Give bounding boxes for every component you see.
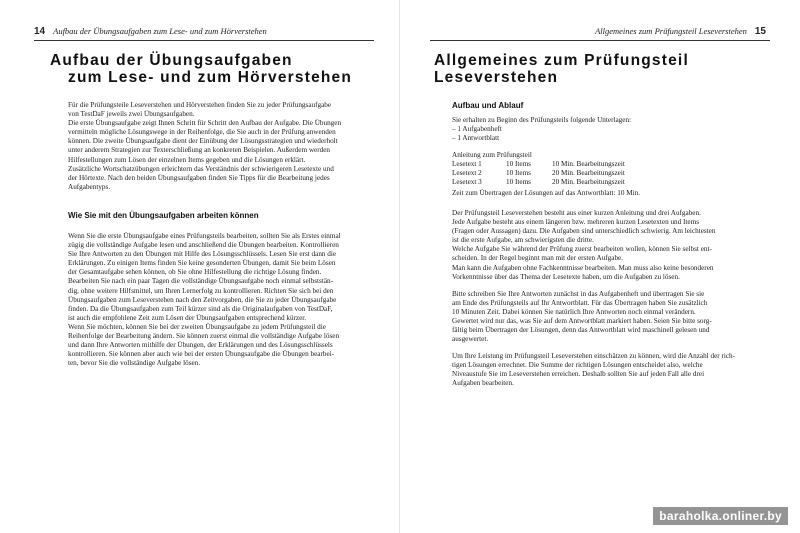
body-line: kontrollieren. Sie können aber auch wie bei der ersten Übungsaufgabe die Übungen bearbei- [68,350,335,359]
materials-intro: Sie erhalten zu Beginn des Prüfungsteils folgende Unterlagen: [452,116,632,124]
schedule-text: Lesetext 1 [452,160,482,168]
right-paragraph-1 [452,209,772,282]
body-line: Um Ihre Leistung im Prüfungsteil Leseverstehen einschätzen zu können, wird die Anzahl der rich- [452,352,736,360]
body-line: Reihenfolge der Bearbeitung ändern. Sie können zuerst einmal die vollständige Aufgabe lösen [68,332,340,341]
right-page-title [434,52,689,86]
body-line: Vorkenntnisse über das Thema der Lesetexte haben, um die Aufgaben zu lösen. [452,272,680,281]
left-intro [68,101,386,192]
schedule-table [452,160,672,187]
schedule-text: Lesetext 2 [452,169,482,178]
body-line: Erklärungen. Zu einigen Items finden Sie keine gesonderten Übungen, damit Sie beim Lösen [68,259,336,268]
left-running-head-text: Aufbau der Übungsaufgaben zum Lese- und zum Hörverstehen [53,26,267,36]
intro-line: Die erste Übungsaufgabe zeigt Ihnen Schritt für Schritt den Aufbau der Aufgabe. Die Übungen [68,119,342,128]
body-line: ist auch die empfohlene Zeit zum Lösen der Übungsaufgaben entsprechend kürzer. [68,313,307,322]
body-line: Aufgaben bearbeiten. [452,379,514,388]
intro-line: von TestDaF jeweils zwei Übungsaufgaben. [68,110,195,119]
schedule-time: 20 Min. Bearbeitungszeit [552,169,625,178]
body-line: Man kann die Aufgaben ohne Fachkenntnisse bearbeiten. Man muss also keine besonderen [452,263,714,272]
body-line: scheiden. In der Regel beginnt man mit der ersten Aufgabe. [452,254,624,263]
right-running-head-text: Allgemeines zum Prüfungsteil Leseverstehen [595,26,747,36]
body-line: ten, bevor Sie die vollständige Aufgabe lösen. [68,359,201,368]
materials-block [452,116,772,143]
right-paragraph-3 [452,352,772,388]
intro-line: vermitteln mögliche Lösungswege in der Reihenfolge, die Sie auch in der Prüfung anwenden [68,128,336,137]
transfer-time: Zeit zum Übertragen der Lösungen auf das Antwortblatt: 10 Min. [452,189,641,197]
left-title-line-2: zum Lese- und zum Hörverstehen [68,69,353,86]
body-line: (Fragen oder Aussagen) dazu. Die Aufgaben sind unterschiedlich schwierig. Am leichtesten [452,227,716,236]
body-line: Bitte schreiben Sie Ihre Antworten zunächst in das Aufgabenheft und übertragen Sie sie [452,290,705,298]
schedule-text: Lesetext 3 [452,178,482,187]
body-line: ist die erste Aufgabe, am schwierigsten die dritte. [452,236,594,245]
right-page [400,0,800,533]
body-line: fältig beim Übertragen der Lösungen, denn das Antwortblatt wird maschinell gelesen und [452,326,710,335]
schedule-header: Anleitung zum Prüfungsteil [452,151,532,159]
body-line: dig, ohne weitere Hilfsmittel, um Ihren Lernerfolg zu kontrollieren. Richten Sie sich bei den [68,286,334,295]
schedule-row [452,160,672,169]
left-subheading: Wie Sie mit den Übungsaufgaben arbeiten können [68,211,259,220]
body-line: Wenn Sie die erste Übungsaufgabe eines Prüfungsteils bearbeiten, sollten Sie als Erstes einmal [68,232,341,240]
intro-line: Zusätzliche Wortschatzübungen erleichtern das Verständnis der schwierigeren Lesetexte und [68,164,334,173]
right-title-line-2: Leseverstehen [434,69,559,86]
body-line: finden. Da die Übungsaufgaben zum Teil kürzer sind als die Originalaufgaben von TestDaF, [68,304,333,313]
body-line: Übungsaufgaben zum Leseverstehen nach den Zeitvorgaben, die Sie zu jeder Übungsaufgabe [68,295,337,304]
body-line: am Ende des Prüfungsteils auf Ihr Antwortblatt. Für das Übertragen haben Sie zusätzlich [452,299,708,308]
body-line: der Gesamtaufgabe sehen können, ob Sie ohne Hilfestellung die richtige Lösung finden. [68,268,322,277]
intro-line: unter anderem Strategien zur Texterschließung an konkreten Beispielen. Außerdem werden [68,146,331,155]
intro-line: Für die Prüfungsteile Leseverstehen und Hörverstehen finden Sie zu jeder Prüfungsaufgabe [68,101,332,109]
materials-item: – 1 Antwortblatt [452,134,500,143]
left-running-head [34,26,267,37]
right-header-rule [430,40,770,41]
materials-item: – 1 Aufgabenheft [452,125,502,134]
schedule-items: 10 Items [506,160,531,168]
intro-line: Hilfestellungen zum Lösen der einzelnen Items gegeben und die Lösungen erklärt. [68,155,306,164]
intro-line: Aufgabentyps. [68,182,111,191]
right-paragraph-2 [452,290,772,345]
schedule-time: 10 Min. Bearbeitungszeit [552,160,625,168]
left-page-number: 14 [34,26,46,37]
body-line: Der Prüfungsteil Leseverstehen besteht aus einer kurzen Anleitung und drei Aufgaben. [452,209,701,217]
body-line: Wenn Sie möchten, können Sie bei der zweiten Übungsaufgabe zu jedem Prüfungsteil die [68,322,326,331]
right-running-head [595,26,766,37]
schedule-items: 10 Items [506,169,531,178]
body-line: und dann Ihre Antworten mithilfe der Übungen, der Erklärungen und des Lösungsschlüssels [68,341,333,350]
body-line: Sie Ihre Antworten zu den Übungen mit Hilfe des Lösungsschlüssels. Lesen Sie erst dann die [68,250,337,259]
intro-line: können. Die zweite Übungsaufgabe dient der Einübung der Lösungsstrategien und wiederholt [68,137,338,146]
body-line: Jede Aufgabe besteht aus einem längeren bzw. mehreren kurzen Lesetexten und Items [452,218,700,227]
schedule-items: 10 Items [506,178,531,187]
schedule-row [452,169,672,178]
schedule-time: 20 Min. Bearbeitungszeit [552,178,625,187]
right-title-line-1: Allgemeines zum Prüfungsteil [434,52,689,69]
body-line: Niveaustufe Sie im Leseverstehen erreichen. Deshalb sollten Sie auf jeden Fall alle drei [452,370,705,379]
intro-line: der Hörtexte. Nach den beiden Übungsaufgaben finden Sie Tipps für die Bearbeitung jedes [68,173,330,182]
right-page-number: 15 [754,26,766,37]
body-line: tigen Lösungen errechnet. Die Summe der richtigen Lösungen entscheidet also, welche [452,361,703,370]
body-line: ausgewertet. [452,335,489,344]
left-header-rule [34,40,374,41]
body-line: Welche Aufgabe Sie während der Prüfung zuerst bearbeiten wollen, können Sie selbst ent- [452,245,712,254]
left-title-line-1: Aufbau der Übungsaufgaben [50,52,293,69]
body-line: Gewertet wird nur das, was Sie auf dem Antwortblatt markiert haben. Seien Sie bitte sorg- [452,317,712,326]
body-line: 10 Minuten Zeit. Dabei können Sie natürlich Ihre Antworten noch einmal verändern. [452,308,696,317]
left-body [68,232,388,368]
watermark: baraholka.onliner.by [653,507,788,525]
schedule-row [452,178,672,187]
body-line: zügig die vollständige Aufgabe lesen und anschließend die Übungen bearbeiten. Kontrollieren [68,241,339,250]
body-line: Bearbeiten Sie nach ein paar Tagen die vollständige Übungsaufgabe noch einmal selbststän- [68,277,334,286]
left-page-title [50,52,352,86]
right-subheading: Aufbau und Ablauf [452,101,524,110]
